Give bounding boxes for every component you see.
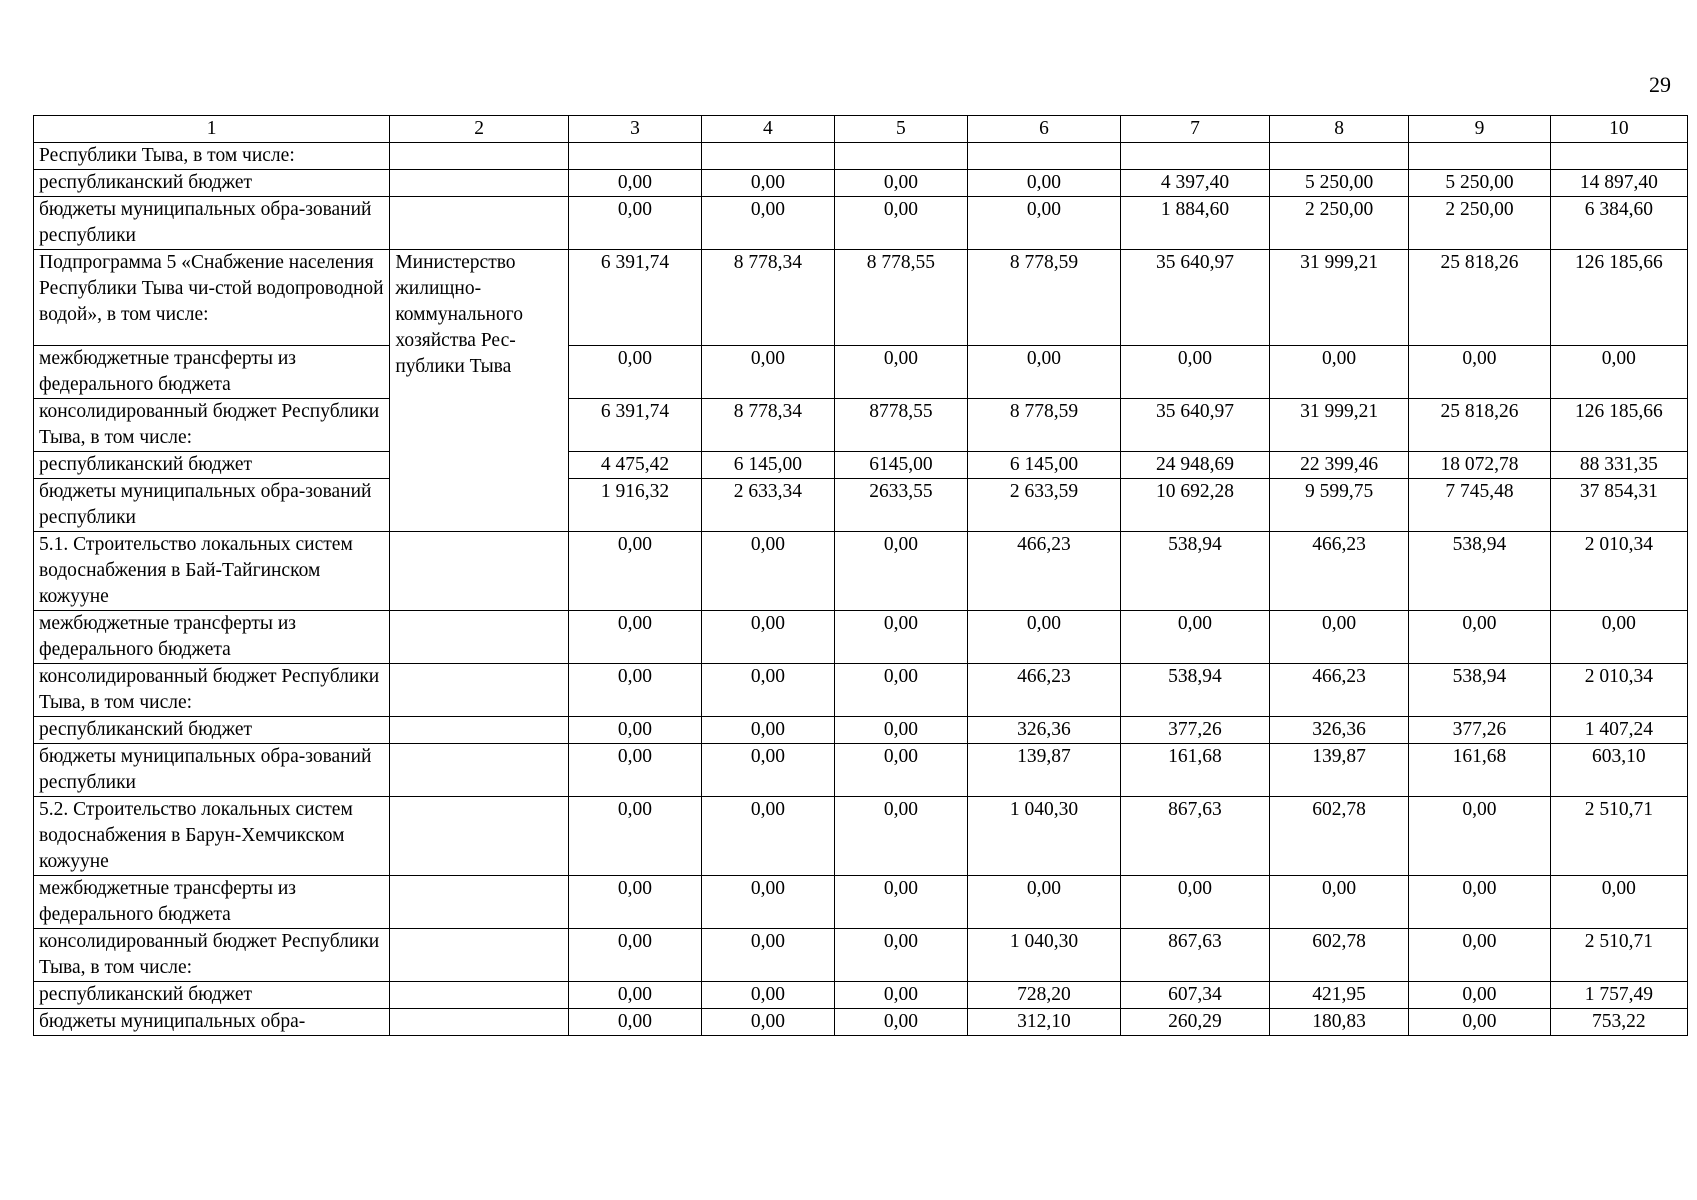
value-cell: 6 391,74 — [569, 399, 702, 452]
value-cell: 603,10 — [1550, 744, 1687, 797]
value-cell: 0,00 — [701, 982, 834, 1009]
column-header: 1 — [34, 116, 390, 143]
value-cell: 260,29 — [1121, 1009, 1270, 1036]
value-cell: 14 897,40 — [1550, 170, 1687, 197]
value-cell: 126 185,66 — [1550, 250, 1687, 346]
row-label: бюджеты муниципальных обра-зований республики — [34, 197, 390, 250]
value-cell: 22 399,46 — [1269, 452, 1408, 479]
value-cell: 0,00 — [1269, 346, 1408, 399]
row-label: бюджеты муниципальных обра-зований республики — [34, 479, 390, 532]
value-cell: 0,00 — [967, 611, 1120, 664]
value-cell: 8 778,59 — [967, 250, 1120, 346]
table-row — [34, 532, 1688, 611]
value-cell: 8 778,34 — [701, 250, 834, 346]
value-cell: 421,95 — [1269, 982, 1408, 1009]
value-cell: 867,63 — [1121, 929, 1270, 982]
value-cell: 31 999,21 — [1269, 399, 1408, 452]
value-cell: 8 778,34 — [701, 399, 834, 452]
executor-cell-empty — [390, 664, 569, 717]
value-cell: 139,87 — [967, 744, 1120, 797]
column-header: 4 — [701, 116, 834, 143]
value-cell: 0,00 — [701, 170, 834, 197]
executor-cell-empty — [390, 1009, 569, 1036]
executor-cell-empty — [390, 717, 569, 744]
table-row — [34, 346, 1688, 399]
executor-cell-empty — [390, 143, 569, 170]
value-cell: 0,00 — [701, 929, 834, 982]
value-cell: 8 778,59 — [967, 399, 1120, 452]
value-cell: 1 040,30 — [967, 929, 1120, 982]
value-cell: 2 250,00 — [1269, 197, 1408, 250]
value-cell: 728,20 — [967, 982, 1120, 1009]
value-cell: 0,00 — [701, 532, 834, 611]
value-cell: 8 778,55 — [834, 250, 967, 346]
value-cell: 0,00 — [834, 717, 967, 744]
value-cell: 0,00 — [569, 170, 702, 197]
value-cell — [834, 143, 967, 170]
value-cell: 538,94 — [1409, 532, 1550, 611]
value-cell: 180,83 — [1269, 1009, 1408, 1036]
value-cell: 0,00 — [1409, 611, 1550, 664]
table-row — [34, 143, 1688, 170]
value-cell — [1550, 143, 1687, 170]
value-cell: 6 145,00 — [701, 452, 834, 479]
value-cell: 0,00 — [569, 744, 702, 797]
value-cell: 0,00 — [1550, 611, 1687, 664]
value-cell: 6145,00 — [834, 452, 967, 479]
value-cell: 1 757,49 — [1550, 982, 1687, 1009]
value-cell: 0,00 — [701, 346, 834, 399]
value-cell: 161,68 — [1121, 744, 1270, 797]
value-cell: 0,00 — [569, 982, 702, 1009]
value-cell: 6 384,60 — [1550, 197, 1687, 250]
executor-cell-empty — [390, 876, 569, 929]
value-cell: 0,00 — [569, 797, 702, 876]
value-cell: 0,00 — [569, 876, 702, 929]
value-cell: 753,22 — [1550, 1009, 1687, 1036]
value-cell: 0,00 — [834, 1009, 967, 1036]
value-cell: 0,00 — [569, 717, 702, 744]
executor-cell-empty — [390, 744, 569, 797]
value-cell: 139,87 — [1269, 744, 1408, 797]
value-cell: 0,00 — [1409, 876, 1550, 929]
value-cell: 1 407,24 — [1550, 717, 1687, 744]
value-cell: 0,00 — [569, 532, 702, 611]
value-cell: 6 391,74 — [569, 250, 702, 346]
table-row — [34, 664, 1688, 717]
executor-cell-empty — [390, 797, 569, 876]
value-cell: 0,00 — [1409, 346, 1550, 399]
table-row — [34, 717, 1688, 744]
value-cell: 0,00 — [701, 744, 834, 797]
value-cell: 0,00 — [834, 929, 967, 982]
table-row — [34, 929, 1688, 982]
value-cell: 1 040,30 — [967, 797, 1120, 876]
table-row — [34, 797, 1688, 876]
value-cell: 88 331,35 — [1550, 452, 1687, 479]
executor-cell-empty — [390, 982, 569, 1009]
value-cell: 0,00 — [1269, 876, 1408, 929]
value-cell: 0,00 — [1550, 346, 1687, 399]
value-cell: 538,94 — [1409, 664, 1550, 717]
value-cell: 35 640,97 — [1121, 399, 1270, 452]
value-cell: 0,00 — [1121, 611, 1270, 664]
value-cell: 0,00 — [834, 532, 967, 611]
value-cell: 602,78 — [1269, 929, 1408, 982]
value-cell: 0,00 — [701, 876, 834, 929]
row-label: консолидированный бюджет Республики Тыва, в том числе: — [34, 664, 390, 717]
row-label: республиканский бюджет — [34, 982, 390, 1009]
value-cell: 0,00 — [834, 346, 967, 399]
row-label: консолидированный бюджет Республики Тыва, в том числе: — [34, 399, 390, 452]
value-cell: 126 185,66 — [1550, 399, 1687, 452]
value-cell: 24 948,69 — [1121, 452, 1270, 479]
value-cell: 4 475,42 — [569, 452, 702, 479]
table-row — [34, 611, 1688, 664]
table-row — [34, 170, 1688, 197]
row-label: межбюджетные трансферты из федерального бюджета — [34, 611, 390, 664]
value-cell: 466,23 — [1269, 532, 1408, 611]
value-cell: 0,00 — [834, 744, 967, 797]
table-row — [34, 744, 1688, 797]
value-cell: 0,00 — [1409, 982, 1550, 1009]
column-header: 9 — [1409, 116, 1550, 143]
value-cell: 7 745,48 — [1409, 479, 1550, 532]
value-cell: 0,00 — [569, 346, 702, 399]
value-cell: 377,26 — [1121, 717, 1270, 744]
row-label: 5.2. Строительство локальных систем водоснабжения в Барун-Хемчикском кожууне — [34, 797, 390, 876]
value-cell: 1 916,32 — [569, 479, 702, 532]
table-row — [34, 197, 1688, 250]
value-cell: 35 640,97 — [1121, 250, 1270, 346]
value-cell: 0,00 — [569, 664, 702, 717]
value-cell: 326,36 — [1269, 717, 1408, 744]
value-cell: 2 010,34 — [1550, 532, 1687, 611]
value-cell — [1121, 143, 1270, 170]
value-cell: 1 884,60 — [1121, 197, 1270, 250]
row-label: Подпрограмма 5 «Снабжение населения Республики Тыва чи-стой водопроводной водой», в том числе: — [34, 250, 390, 346]
value-cell: 2 510,71 — [1550, 797, 1687, 876]
value-cell: 5 250,00 — [1409, 170, 1550, 197]
value-cell: 10 692,28 — [1121, 479, 1270, 532]
value-cell: 867,63 — [1121, 797, 1270, 876]
value-cell: 2633,55 — [834, 479, 967, 532]
value-cell: 0,00 — [1269, 611, 1408, 664]
value-cell: 8778,55 — [834, 399, 967, 452]
value-cell: 326,36 — [967, 717, 1120, 744]
value-cell: 2 633,34 — [701, 479, 834, 532]
page-number: 29 — [1649, 72, 1671, 97]
value-cell — [967, 143, 1120, 170]
value-cell: 538,94 — [1121, 532, 1270, 611]
row-label: республиканский бюджет — [34, 170, 390, 197]
value-cell: 0,00 — [701, 664, 834, 717]
value-cell: 377,26 — [1409, 717, 1550, 744]
value-cell: 0,00 — [1121, 346, 1270, 399]
value-cell: 0,00 — [967, 170, 1120, 197]
value-cell: 37 854,31 — [1550, 479, 1687, 532]
value-cell: 4 397,40 — [1121, 170, 1270, 197]
column-header: 2 — [390, 116, 569, 143]
value-cell: 9 599,75 — [1269, 479, 1408, 532]
value-cell — [569, 143, 702, 170]
executor-cell-empty — [390, 197, 569, 250]
value-cell: 31 999,21 — [1269, 250, 1408, 346]
executor-cell-empty — [390, 611, 569, 664]
row-label: межбюджетные трансферты из федерального бюджета — [34, 876, 390, 929]
row-label: бюджеты муниципальных обра-зований республики — [34, 744, 390, 797]
value-cell: 0,00 — [1409, 797, 1550, 876]
value-cell: 0,00 — [834, 876, 967, 929]
executor-cell-empty — [390, 170, 569, 197]
table-row — [34, 452, 1688, 479]
value-cell: 0,00 — [834, 664, 967, 717]
value-cell: 0,00 — [834, 611, 967, 664]
table-row — [34, 982, 1688, 1009]
value-cell: 607,34 — [1121, 982, 1270, 1009]
executor-cell: Министерство жилищно-коммунального хозяйства Рес-публики Тыва — [390, 250, 569, 532]
value-cell: 0,00 — [569, 929, 702, 982]
value-cell: 161,68 — [1409, 744, 1550, 797]
row-label: межбюджетные трансферты из федерального бюджета — [34, 346, 390, 399]
row-label: Республики Тыва, в том числе: — [34, 143, 390, 170]
value-cell: 6 145,00 — [967, 452, 1120, 479]
value-cell: 0,00 — [701, 611, 834, 664]
value-cell: 0,00 — [1550, 876, 1687, 929]
row-label: 5.1. Строительство локальных систем водоснабжения в Бай-Тайгинском кожууне — [34, 532, 390, 611]
executor-cell-empty — [390, 532, 569, 611]
value-cell: 0,00 — [569, 611, 702, 664]
value-cell: 0,00 — [1409, 929, 1550, 982]
row-label: консолидированный бюджет Республики Тыва, в том числе: — [34, 929, 390, 982]
value-cell: 466,23 — [967, 532, 1120, 611]
table-row — [34, 479, 1688, 532]
value-cell: 0,00 — [569, 1009, 702, 1036]
row-label: бюджеты муниципальных обра- — [34, 1009, 390, 1036]
table-row — [34, 399, 1688, 452]
column-header: 10 — [1550, 116, 1687, 143]
column-header: 3 — [569, 116, 702, 143]
value-cell: 2 250,00 — [1409, 197, 1550, 250]
budget-table — [33, 115, 1688, 1036]
table-row — [34, 250, 1688, 346]
value-cell: 2 510,71 — [1550, 929, 1687, 982]
value-cell: 466,23 — [967, 664, 1120, 717]
value-cell: 0,00 — [701, 197, 834, 250]
value-cell: 5 250,00 — [1269, 170, 1408, 197]
value-cell: 0,00 — [967, 876, 1120, 929]
value-cell — [1269, 143, 1408, 170]
value-cell: 0,00 — [834, 982, 967, 1009]
value-cell: 0,00 — [967, 346, 1120, 399]
value-cell: 0,00 — [834, 197, 967, 250]
value-cell: 25 818,26 — [1409, 250, 1550, 346]
value-cell: 2 010,34 — [1550, 664, 1687, 717]
value-cell: 312,10 — [967, 1009, 1120, 1036]
value-cell: 0,00 — [1409, 1009, 1550, 1036]
value-cell: 0,00 — [701, 1009, 834, 1036]
value-cell: 25 818,26 — [1409, 399, 1550, 452]
value-cell — [1409, 143, 1550, 170]
value-cell: 18 072,78 — [1409, 452, 1550, 479]
value-cell: 0,00 — [701, 717, 834, 744]
value-cell: 0,00 — [1121, 876, 1270, 929]
column-header: 7 — [1121, 116, 1270, 143]
table-row — [34, 1009, 1688, 1036]
value-cell: 0,00 — [834, 170, 967, 197]
value-cell: 0,00 — [701, 797, 834, 876]
value-cell: 0,00 — [569, 197, 702, 250]
row-label: республиканский бюджет — [34, 717, 390, 744]
value-cell: 538,94 — [1121, 664, 1270, 717]
row-label: республиканский бюджет — [34, 452, 390, 479]
column-header: 8 — [1269, 116, 1408, 143]
value-cell: 0,00 — [834, 797, 967, 876]
column-header-row — [34, 116, 1688, 143]
value-cell: 602,78 — [1269, 797, 1408, 876]
value-cell: 0,00 — [967, 197, 1120, 250]
value-cell: 466,23 — [1269, 664, 1408, 717]
executor-cell-empty — [390, 929, 569, 982]
value-cell: 2 633,59 — [967, 479, 1120, 532]
column-header: 5 — [834, 116, 967, 143]
column-header: 6 — [967, 116, 1120, 143]
table-row — [34, 876, 1688, 929]
value-cell — [701, 143, 834, 170]
